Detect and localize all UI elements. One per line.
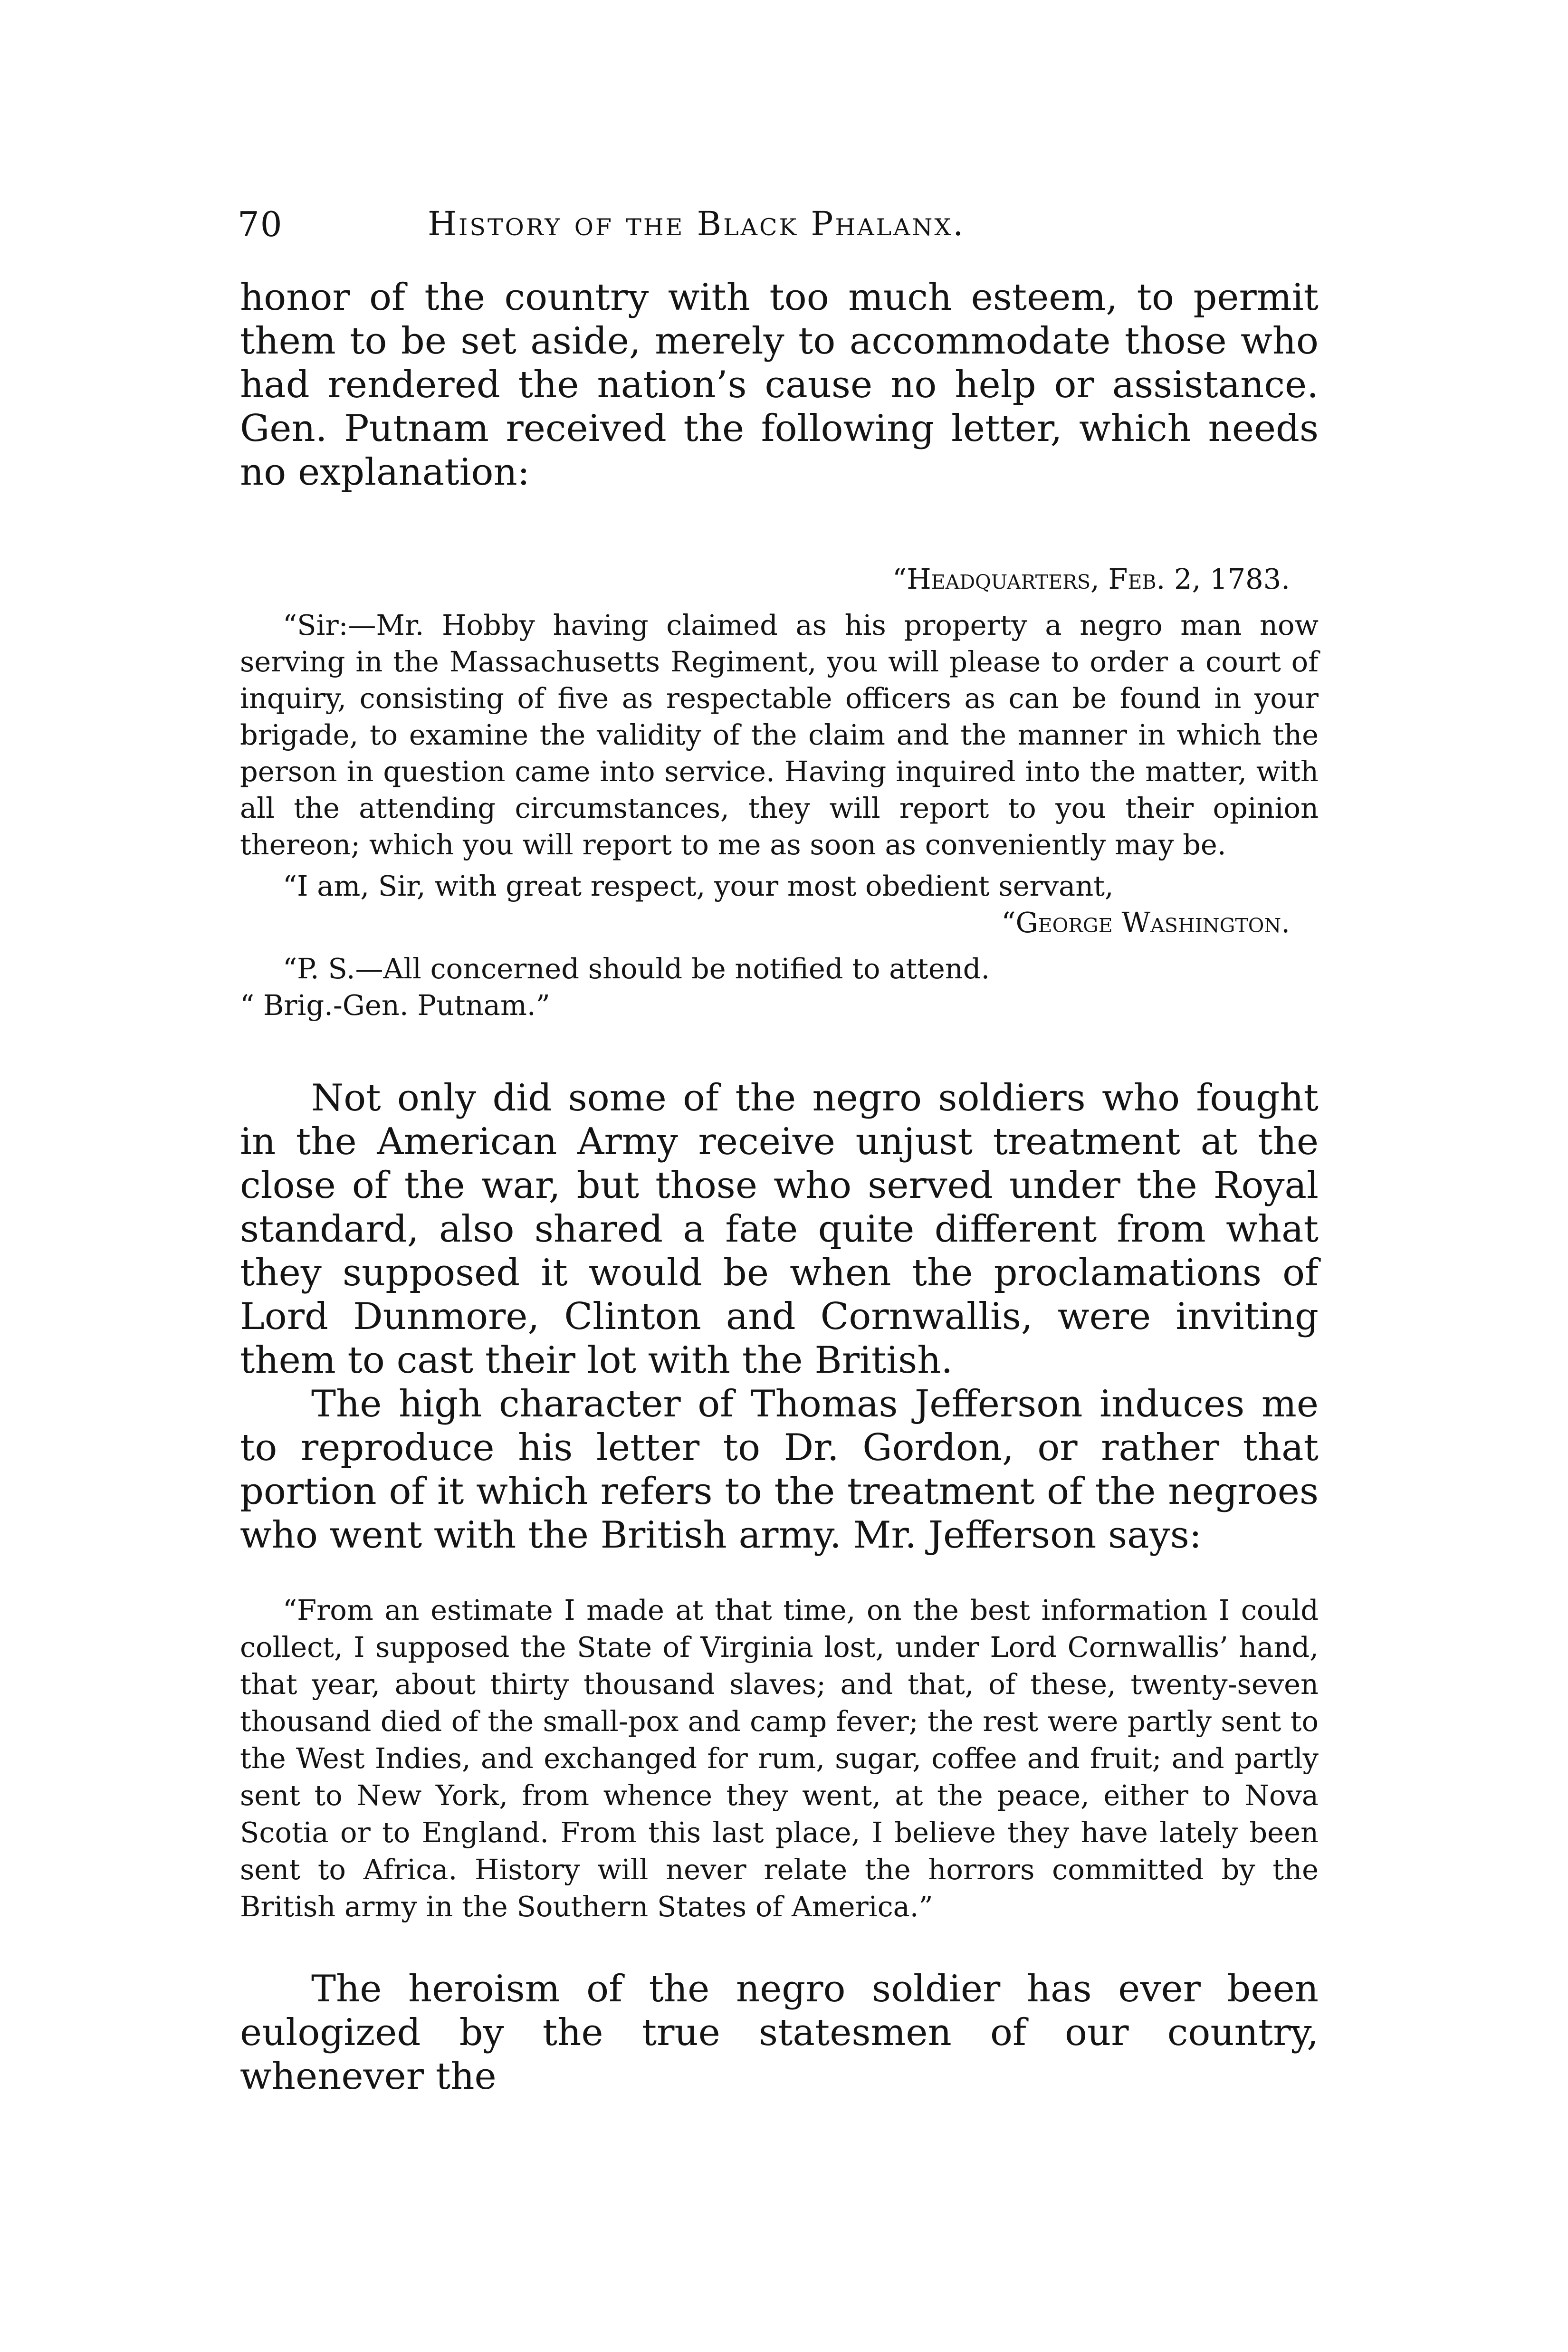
paragraph-3: The high character of Thomas Jefferson induces me to reproduce his letter to Dr. Gordon, or rather that portion of it which refers to the treatment of the negroes who went with the British army. Mr. Jefferson says: [240, 1383, 1319, 1557]
running-head [238, 204, 1330, 261]
running-title: History of the Black Phalanx. [428, 204, 966, 243]
page-number: 70 [238, 204, 283, 244]
paragraph-2: Not only did some of the negro soldiers who fought in the American Army receive unjust treatment at the close of the war, but those who served under the Royal standard, also shared a fate quite different from what they supposed it would be when the proclamations of Lord Dunmore, Clinton and Cornwallis, were inviting them to cast their lot with the British. [240, 1077, 1319, 1382]
opening-paragraph-block [240, 276, 1319, 494]
paragraph-4: The heroism of the negro soldier has ever been eulogized by the true statesmen of our country, whenever the [240, 1968, 1319, 2098]
letter-signature [240, 904, 1319, 941]
letter-closing: “I am, Sir, with great respect, your most obedient servant, [283, 870, 1114, 902]
washington-letter [240, 561, 1319, 1023]
jefferson-quote [240, 1592, 1319, 1925]
closing-paragraph-block [240, 1967, 1319, 2098]
letter-signature-text: “George Washington. [1001, 906, 1290, 939]
jefferson-quote-text: “From an estimate I made at that time, on the best information I could collect, I supposed the State of Virginia lost, under Lord Cornwallis’ hand, that year, about thirty thousand slaves; and that, of these, twenty-seven thousand died of the small-pox and camp fever; the rest were partly sent to the West Indies, and exchanged for rum, sugar, coffee and fruit; and partly sent to New York, from whence they went, at the peace, either to Nova Scotia or to England. From this last place, I believe they have lately been sent to Africa. History will never relate the horrors committed by the British army in the Southern States of America.” [240, 1594, 1319, 1923]
letter-dateline [240, 561, 1319, 597]
paragraph-1: honor of the country with too much esteem, to permit them to be set aside, merely to accommodate those who had rendered the nation’s cause no help or assistance. Gen. Putnam received the following letter, which needs no explanation: [240, 276, 1319, 494]
letter-addressee: “ Brig.-Gen. Putnam.” [240, 989, 550, 1022]
letter-body: “Sir:—Mr. Hobby having claimed as his property a negro man now serving in the Massachusetts Regiment, you will please to order a court of inquiry, consisting of five as respectable officers as can be found in your brigade, to examine the validity of the claim and the manner in which the person in question came into service. Having inquired into the matter, with all the attending circumstances, they will report to you their opinion thereon; which you will report to me as soon as conveniently may be. [240, 609, 1319, 861]
letter-postscript: “P. S.—All concerned should be notified to attend. [283, 952, 990, 985]
letter-dateline-text: “Headquarters, Feb. 2, 1783. [892, 563, 1290, 595]
middle-paragraphs [240, 1076, 1319, 1557]
